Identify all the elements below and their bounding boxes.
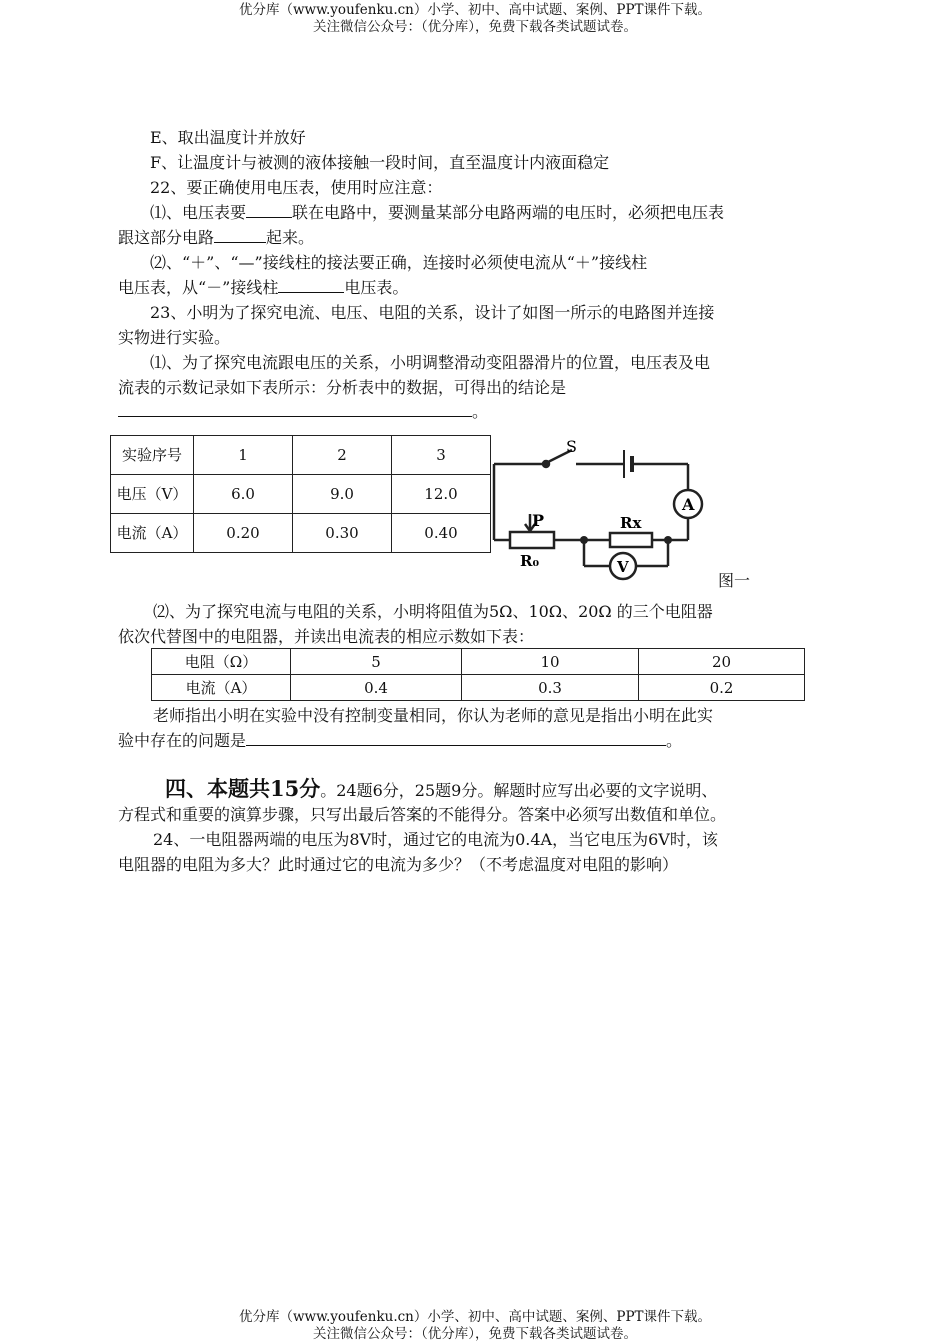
table-cell: 0.20 [194,514,293,553]
q23-stem-line1: 23、小明为了探究电流、电压、电阻的关系，设计了如图一所示的电路图并连接 [150,303,715,322]
q22-part2-line1: ⑵、“＋”、“—”接线柱的接法要正确，连接时必须使电流从“＋”接线柱 [150,253,648,272]
table-cell: 12.0 [392,475,491,514]
resistor-symbol [610,533,652,547]
ammeter-label: A [682,495,695,514]
q23-stem-line2: 实物进行实验。 [118,328,231,347]
q23-part2-line1: ⑵、为了探究电流与电阻的关系，小明将阻值为5Ω、10Ω、20Ω 的三个电阻器 [153,602,713,621]
q23-part1-end: 。 [472,402,489,421]
page-header-line-2: 关注微信公众号：（优分库），免费下载各类试题试卷。 [313,19,637,35]
q22-blank-1[interactable] [246,203,292,218]
resistance-current-table [151,648,805,701]
table-cell: 0.40 [392,514,491,553]
section-4-title: 四、本题共15分 [165,776,321,801]
table-row [111,475,491,514]
q22-part1-text-d: 起来。 [266,228,315,247]
table-cell: 0.2 [639,675,805,701]
junction-dot-right [664,536,672,544]
q21-option-f: F、让温度计与被测的液体接触一段时间，直至温度计内液面稳定 [150,153,610,172]
table-label-cell: 电压（V） [111,475,194,514]
q23-teacher-line1: 老师指出小明在实验中没有控制变量相同，你认为老师的意见是指出小明在此实 [153,706,714,725]
circuit-diagram [480,432,710,582]
figure-caption: 图一 [718,571,751,590]
table-cell: 10 [462,649,639,675]
q23-part1-line1: ⑴、为了探究电流跟电压的关系，小明调整滑动变阻器滑片的位置，电压表及电 [150,353,711,372]
q23-blank-conclusion[interactable] [118,402,472,417]
page-footer-line-2: 关注微信公众号：（优分库），免费下载各类试题试卷。 [313,1326,637,1342]
switch-label: S [566,437,577,456]
resistor-label: Rx [620,514,642,532]
table-header-cell: 3 [392,436,491,475]
q22-part1-line1 [150,203,870,223]
table-row [152,649,805,675]
q22-part1-line2 [118,228,838,248]
table-header-cell: 2 [293,436,392,475]
section-4-instructions-line2: 方程式和重要的演算步骤，只写出最后答案的不能得分。答案中必须写出数值和单位。 [118,805,727,824]
q22-part1-text-c: 跟这部分电路 [118,228,215,247]
table-row [111,514,491,553]
table-label-cell: 电阻（Ω） [152,649,291,675]
q22-blank-3[interactable] [278,278,344,293]
table-cell: 5 [291,649,462,675]
table-header-cell: 1 [194,436,293,475]
q22-stem: 22、要正确使用电压表，使用时应注意： [150,178,443,197]
rheostat-label: R₀ [520,552,540,570]
q21-option-e: E、取出温度计并放好 [150,128,306,147]
q23-part1-answer-line [118,402,838,422]
q23-teacher-end: 。 [666,731,683,750]
q22-part1-text-a: ⑴、电压表要 [150,203,247,222]
table-cell: 9.0 [293,475,392,514]
q22-part1-text-b: 联在电路中，要测量某部分电路两端的电压时，必须把电压表 [292,203,725,222]
table-cell: 20 [639,649,805,675]
page-header-line-1: 优分库（www.youfenku.cn）小学、初中、高中试题、案例、PPT课件下载。 [238,2,712,18]
q24-line2: 电阻器的电阻为多大？此时通过它的电流为多少？（不考虑温度对电阻的影响） [118,855,679,874]
table-row [152,675,805,701]
section-4-heading [165,776,885,804]
q22-part2-line2 [118,278,838,298]
section-4-instructions: 。24题6分，25题9分。解题时应写出必要的文字说明、 [320,781,718,800]
q23-teacher-line2 [118,731,838,751]
table-header-cell: 实验序号 [111,436,194,475]
q23-teacher-text-b: 验中存在的问题是 [118,731,247,750]
table-row [111,436,491,475]
slider-label: P [532,511,545,530]
table-cell: 0.3 [462,675,639,701]
q23-blank-problem[interactable] [246,731,666,746]
table-label-cell: 电流（A） [152,675,291,701]
table-cell: 0.30 [293,514,392,553]
q23-part2-line2: 依次代替图中的电阻器，并读出电流表的相应示数如下表： [118,627,535,646]
table-cell: 6.0 [194,475,293,514]
rheostat-symbol [510,532,554,548]
junction-dot-left [580,536,588,544]
table-cell: 0.4 [291,675,462,701]
q24-line1: 24、一电阻器两端的电压为8V时，通过它的电流为0.4A，当它电压为6V时，该 [153,830,718,849]
q23-part1-line2: 流表的示数记录如下表所示：分析表中的数据，可得出的结论是 [118,378,567,397]
page-footer-line-1: 优分库（www.youfenku.cn）小学、初中、高中试题、案例、PPT课件下载。 [238,1309,712,1325]
q22-blank-2[interactable] [214,228,266,243]
voltage-current-table [110,435,491,553]
q22-part2-text-c: 电压表。 [344,278,409,297]
q22-part2-text-b: 电压表，从“－”接线柱 [118,278,279,297]
table-label-cell: 电流（A） [111,514,194,553]
voltmeter-label: V [617,558,629,576]
